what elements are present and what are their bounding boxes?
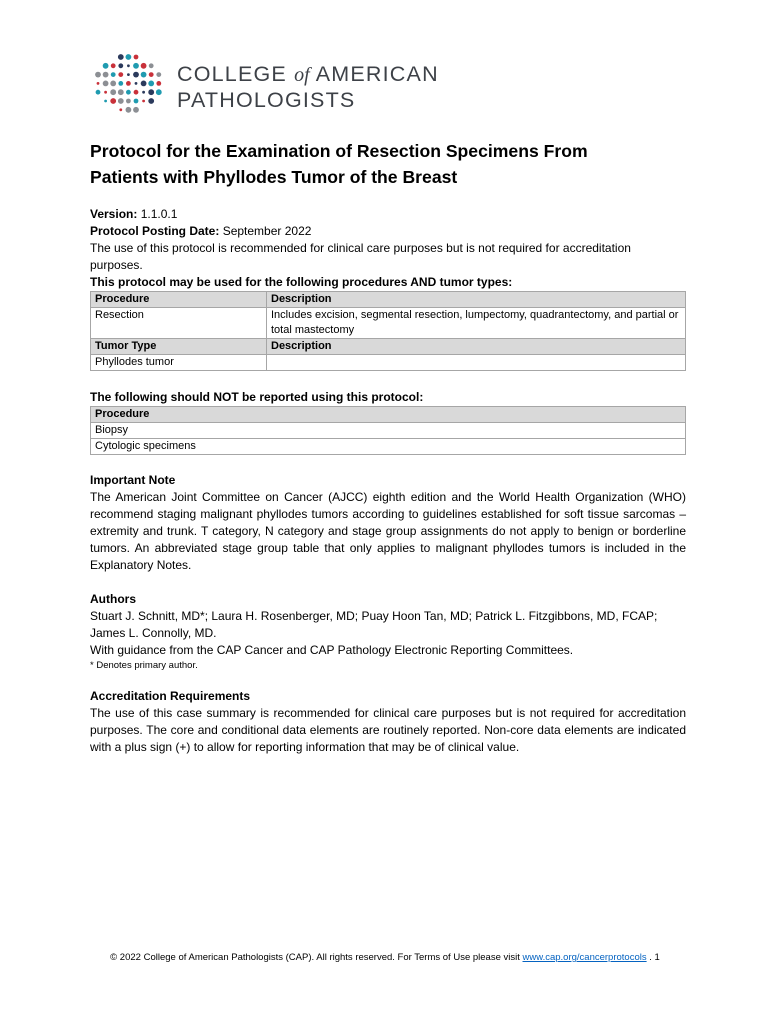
logo-line-1: [177, 62, 439, 88]
table-cell: Phyllodes tumor: [91, 355, 267, 371]
logo-dot: [156, 89, 162, 95]
logo-dot: [141, 72, 147, 78]
logo-dot: [103, 81, 109, 87]
not-reported-table: [90, 406, 686, 455]
table-row: [91, 439, 686, 455]
logo-dot: [118, 89, 124, 95]
table-header-cell: Description: [267, 339, 686, 355]
table-row: [91, 292, 686, 308]
logo-dot: [103, 72, 109, 78]
logo-dot: [142, 91, 145, 94]
authors-heading: Authors: [90, 592, 136, 606]
important-note-text: The American Joint Committee on Cancer (AJCC) eighth edition and the World Health Organization (WHO) recommend staging malignant phyllodes tumors according to guidelines established for soft tissue sarcomas – extremity and trunk. T category, N category and stage group assignments do not apply to benign or borderline tumors. An abbreviated stage group table that only applies to malignant phyllodes tumors is included in the Explanatory Notes.: [90, 490, 686, 572]
logo-dot: [104, 100, 107, 103]
version-value: 1.1.0.1: [140, 207, 178, 221]
logo-dot: [118, 81, 123, 86]
logo-dot: [149, 72, 154, 77]
logo-dot: [126, 107, 132, 113]
logo-dot: [111, 72, 116, 77]
logo-dot: [133, 72, 139, 78]
table-header-cell: Tumor Type: [91, 339, 267, 355]
procedures-heading: This protocol may be used for the following procedures AND tumor types:: [90, 275, 513, 289]
logo-dot: [141, 63, 147, 69]
logo-dot: [142, 100, 145, 103]
logo-dot: [126, 90, 131, 95]
logo-dot: [127, 73, 130, 76]
logo-dot: [148, 81, 154, 87]
table-cell: Includes excision, segmental resection, lumpectomy, quadrantectomy, and partial or total mastectomy: [267, 308, 686, 339]
table-header-cell: Procedure: [91, 407, 686, 423]
logo-dot: [118, 63, 123, 68]
document-body: [90, 206, 686, 756]
table-cell: Cytologic specimens: [91, 439, 686, 455]
logo-dot: [133, 63, 139, 69]
logo-american: AMERICAN: [315, 62, 439, 86]
table-row: [91, 407, 686, 423]
logo-dot: [118, 72, 123, 77]
logo-dot: [133, 107, 139, 113]
table-row: [91, 355, 686, 371]
table-row: [91, 308, 686, 339]
version-line: Version: 1.1.0.1: [90, 207, 178, 221]
page-footer: [0, 952, 770, 963]
logo-dot: [104, 91, 107, 94]
logo-dot: [148, 89, 154, 95]
cancer-protocols-link[interactable]: www.cap.org/cancerprotocols: [522, 952, 647, 963]
page-title: [90, 138, 690, 190]
logo-dot: [111, 63, 116, 68]
procedures-table: [90, 291, 686, 371]
logo-dot: [126, 99, 131, 104]
logo-dot: [118, 54, 124, 60]
logo-dot: [135, 82, 138, 85]
table-row: [91, 339, 686, 355]
posting-date-line: Protocol Posting Date: September 2022: [90, 224, 312, 238]
cap-logo: [94, 52, 494, 116]
table-header-cell: Procedure: [91, 292, 267, 308]
logo-dot: [118, 98, 124, 104]
logo-line-2: PATHOLOGISTS: [177, 88, 356, 112]
accreditation-text: The use of this case summary is recommended for clinical care purposes but is not required for accreditation purposes. The core and conditional data elements are routinely reported. Non-core data elements are indicated with a plus sign (+) to allow for reporting information that may be of clinical value.: [90, 706, 686, 754]
table-cell: [267, 355, 686, 371]
logo-dot: [119, 108, 122, 111]
logo-dot: [126, 81, 131, 86]
logo-wordmark: [177, 62, 439, 113]
logo-dot: [134, 99, 139, 104]
table-cell: Resection: [91, 308, 267, 339]
logo-dot: [134, 90, 139, 95]
logo-dot: [95, 72, 101, 78]
logo-dot: [149, 63, 154, 68]
logo-dot: [110, 81, 116, 87]
footer-copyright: © 2022 College of American Pathologists (CAP). All rights reserved. For Terms of Use please visit: [110, 952, 520, 963]
logo-dot: [141, 81, 147, 87]
accreditation-heading: Accreditation Requirements: [90, 689, 251, 703]
authors-guidance: With guidance from the CAP Cancer and CAP Pathology Electronic Reporting Committees.: [90, 643, 574, 657]
logo-dot: [97, 82, 100, 85]
logo-dot: [96, 90, 101, 95]
logo-college: COLLEGE: [177, 62, 287, 86]
authors-footnote: * Denotes primary author.: [90, 660, 198, 671]
table-row: [91, 423, 686, 439]
logo-dots-icon: [94, 52, 164, 116]
use-statement: The use of this protocol is recommended for clinical care purposes but is not required for accreditation purposes.: [90, 241, 631, 272]
logo-dot: [148, 98, 154, 104]
logo-dot: [110, 89, 116, 95]
table-cell: Biopsy: [91, 423, 686, 439]
posting-date-value: September 2022: [222, 224, 312, 238]
title-line-2: Patients with Phyllodes Tumor of the Breast: [90, 167, 458, 187]
logo-dot: [127, 64, 130, 67]
logo-dot: [134, 55, 139, 60]
important-note-heading: Important Note: [90, 473, 176, 487]
logo-dot: [103, 63, 109, 69]
logo-dot: [156, 81, 161, 86]
logo-dot: [156, 72, 161, 77]
page-number: . 1: [649, 952, 660, 963]
logo-dot: [126, 54, 132, 60]
table-header-cell: Description: [267, 292, 686, 308]
logo-dot: [110, 98, 116, 104]
logo-of: of: [294, 64, 310, 86]
not-reported-heading: The following should NOT be reported using this protocol:: [90, 390, 424, 404]
title-line-1: Protocol for the Examination of Resection Specimens From: [90, 141, 588, 161]
authors-names: Stuart J. Schnitt, MD*; Laura H. Rosenberger, MD; Puay Hoon Tan, MD; Patrick L. Fitzgibbons, MD, FCAP; James L. Connolly, MD.: [90, 609, 658, 640]
